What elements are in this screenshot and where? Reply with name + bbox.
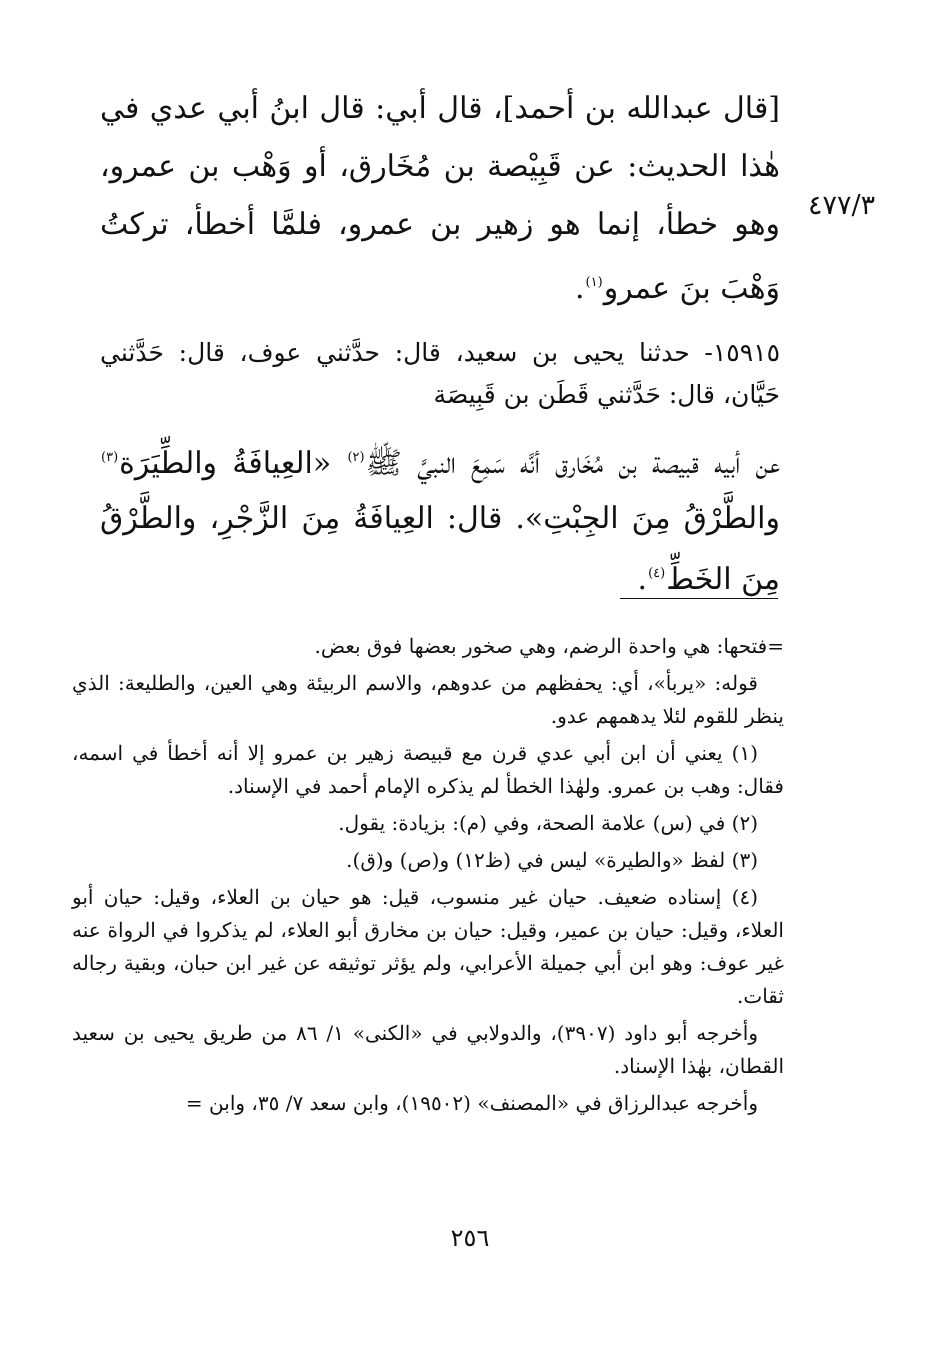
matn-end: . xyxy=(637,562,648,597)
footnotes xyxy=(72,630,784,1124)
matn-part-a: عن أبيه قبيصة بن مُخَارق أنَّه سَمِعَ النبيَّ ﷺ xyxy=(365,446,780,481)
commentary-paragraph xyxy=(100,80,780,318)
footnote-4-takhrij-2: وأخرجه عبدالرزاق في «المصنف» (١٩٥٠٢)، وابن سعد ٧/ ٣٥، وابن = xyxy=(185,1091,758,1115)
footnote-marker-3: (٣) xyxy=(101,450,119,465)
footnote-marker-1: (١) xyxy=(585,275,603,290)
commentary-text: [قال عبدالله بن أحمد]، قال أبي: قال ابنُ أبي عدي في هٰذا الحديث: عن قَبِيْصة بن مُخَارق، أو وَهْب بن عمرو، وهو خطأ، إنما هو زهير بن عمرو، فلمَّا أخطأ، تركتُ وَهْبَ بنَ عمرو xyxy=(100,91,780,306)
footnote-marker-2: (٢) xyxy=(347,450,365,465)
matn-part-b: «العِيافَةُ والطِّيَرَة xyxy=(119,446,332,481)
hadith-matn xyxy=(100,430,780,607)
footnote-1: (١) يعني أن ابن أبي عدي قرن مع قبيصة زهير بن عمرو إلا أنه أخطأ في اسمه، فقال: وهب بن عمرو. ولهٰذا الخطأ لم يذكره الإمام أحمد في الإسناد. xyxy=(72,741,784,798)
page-number: ٢٥٦ xyxy=(450,1224,490,1252)
footnote-4: (٤) إسناده ضعيف. حيان غير منسوب، قيل: هو حيان بن العلاء، وقيل: حيان أبو العلاء، وقيل: حيان بن عمير، وقيل: حيان بن مخارق أبو العلاء، لم يذكروا في الرواة عنه غير عوف: وهو ابن أبي جميلة الأعرابي، ولم يؤثر توثيقه عن غير ابن حبان، وبقية رجاله ثقات. xyxy=(72,885,784,1008)
footnote-4-takhrij-1: وأخرجه أبو داود (٣٩٠٧)، والدولابي في «الكنى» ١/ ٨٦ من طريق يحيى بن سعيد القطان، بهٰذا الإسناد. xyxy=(72,1021,784,1078)
commentary-end: . xyxy=(575,271,585,306)
matn-part-c: والطَّرْقُ مِنَ الجِبْتِ». قال: العِيافَةُ مِنَ الزَّجْرِ، والطَّرْقُ مِنَ الخَطِّ xyxy=(100,501,780,597)
footnote-separator xyxy=(620,598,778,599)
footnote-3: (٣) لفظ «والطيرة» ليس في (ظ١٢) و(ص) و(ق). xyxy=(346,848,758,872)
main-text xyxy=(100,80,780,607)
margin-volume-page-reference: ٤٧٧/٣ xyxy=(808,190,876,221)
footnote-marker-4: (٤) xyxy=(648,566,666,581)
footnote-2: (٢) في (س) علامة الصحة، وفي (م): بزيادة: يقول. xyxy=(338,811,758,835)
footnote-continuation: =فتحها: هي واحدة الرضم، وهي صخور بعضها فوق بعض. xyxy=(314,634,784,658)
footnote-paragraph: قوله: «يربأ»، أي: يحفظهم من عدوهم، والاسم الربيئة وهي العين، والطليعة: الذي ينظر للقوم لئلا يدهمهم عدو. xyxy=(72,671,784,728)
hadith-isnad: ١٥٩١٥- حدثنا يحيى بن سعيد، قال: حدَّثني عوف، قال: حَدَّثني حَيَّان، قال: حَدَّثني قَطَن بن قَبِيصَة xyxy=(100,338,780,409)
